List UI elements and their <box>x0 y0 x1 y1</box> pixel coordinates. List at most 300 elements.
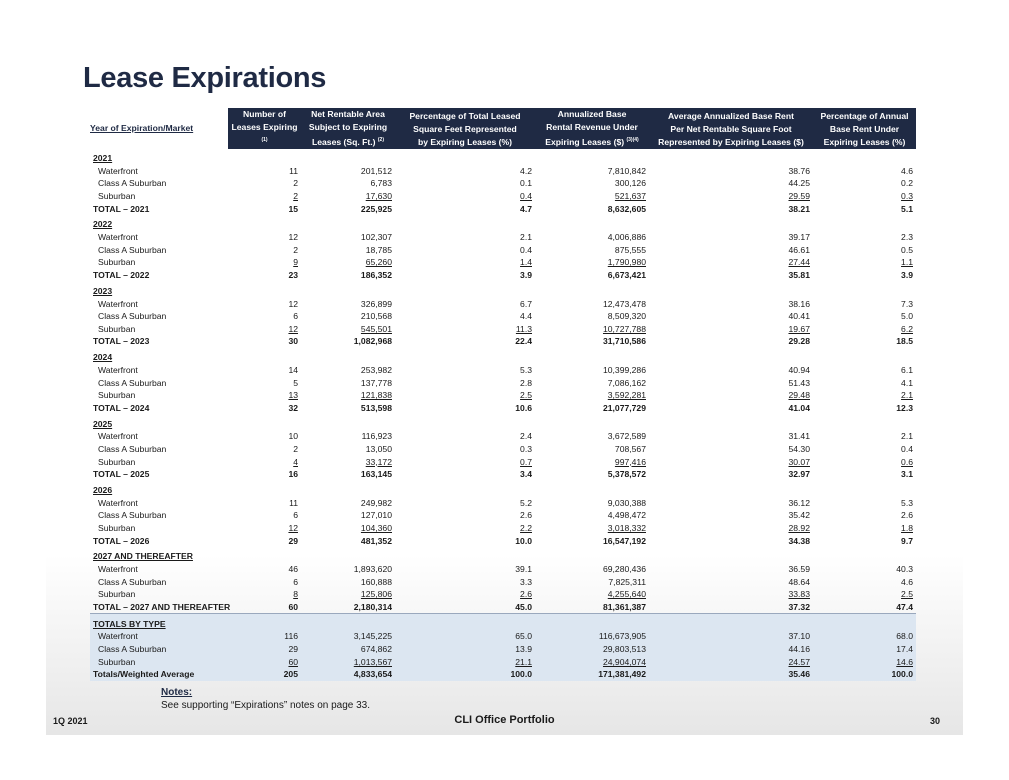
pct-leased-sqft-cell <box>395 256 535 269</box>
market-label-cell <box>90 456 228 469</box>
net-rentable-area-cell <box>301 231 395 244</box>
annualized-base-rent-cell <box>535 430 649 443</box>
pct-annual-base-rent-cell <box>813 576 916 589</box>
number-of-leases: 116 <box>284 631 298 642</box>
empty-cell <box>535 215 649 231</box>
pct-annual-base-rent: 4.6 <box>901 165 913 176</box>
net-rentable-area: 1,082,968 <box>353 336 392 347</box>
page-number: 30 <box>930 716 941 726</box>
market-label: Waterfront <box>98 364 138 375</box>
table-row <box>90 190 916 203</box>
number-of-leases-cell <box>228 668 301 681</box>
pct-annual-base-rent-cell <box>813 563 916 576</box>
market-label-cell <box>90 402 228 415</box>
market-label: TOTAL – 2023 <box>93 336 150 347</box>
number-of-leases-cell <box>228 522 301 535</box>
year-heading-row <box>90 414 916 430</box>
total-row <box>90 601 916 614</box>
header-line: Represented by Expiring Leases ($) <box>658 136 804 147</box>
header-line-text: Expiring Leases ($) <box>545 136 625 147</box>
table-row <box>90 177 916 190</box>
number-of-leases-cell <box>228 364 301 377</box>
avg-rent-per-sqft: 29.59 <box>788 191 810 202</box>
empty-cell <box>301 614 395 631</box>
pct-leased-sqft-cell <box>395 668 535 681</box>
number-of-leases: 2 <box>293 443 298 454</box>
header-pct-leased-sqft <box>395 108 535 149</box>
net-rentable-area: 125,806 <box>360 589 392 600</box>
pct-leased-sqft: 100.0 <box>510 669 532 680</box>
pct-leased-sqft-cell <box>395 310 535 323</box>
market-label: TOTAL – 2021 <box>93 203 150 214</box>
year-heading-row <box>90 547 916 563</box>
annualized-base-rent: 4,498,472 <box>607 510 646 521</box>
annualized-base-rent-cell <box>535 509 649 522</box>
empty-cell <box>813 414 916 430</box>
market-label-cell <box>90 389 228 402</box>
net-rentable-area-cell <box>301 298 395 311</box>
annualized-base-rent: 7,810,842 <box>607 165 646 176</box>
number-of-leases-cell <box>228 468 301 481</box>
avg-rent-per-sqft: 30.07 <box>788 456 810 467</box>
footnote-ref: (1) <box>261 137 268 143</box>
empty-cell <box>649 215 813 231</box>
header-line: Expiring Leases (%) <box>823 136 906 147</box>
avg-rent-per-sqft: 27.44 <box>788 257 810 268</box>
empty-cell <box>395 149 535 165</box>
number-of-leases-cell <box>228 310 301 323</box>
number-of-leases: 46 <box>288 564 298 575</box>
notes-title: Notes: <box>161 687 193 698</box>
annualized-base-rent: 521,637 <box>614 191 646 202</box>
net-rentable-area-cell <box>301 310 395 323</box>
table-row <box>90 576 916 589</box>
group-heading: 2025 <box>93 418 113 429</box>
pct-annual-base-rent-cell <box>813 298 916 311</box>
market-label: Waterfront <box>98 165 138 176</box>
table-body <box>90 149 916 681</box>
pct-leased-sqft: 2.1 <box>520 232 532 243</box>
group-heading: 2021 <box>93 153 113 164</box>
number-of-leases: 2 <box>293 178 298 189</box>
pct-annual-base-rent: 2.3 <box>901 232 913 243</box>
avg-rent-per-sqft: 29.28 <box>788 336 810 347</box>
avg-rent-per-sqft: 37.32 <box>788 601 810 612</box>
net-rentable-area: 18,785 <box>365 244 392 255</box>
annualized-base-rent: 300,126 <box>614 178 646 189</box>
pct-leased-sqft: 21.1 <box>515 656 532 667</box>
pct-leased-sqft: 2.4 <box>520 431 532 442</box>
pct-leased-sqft-cell <box>395 364 535 377</box>
avg-rent-per-sqft-cell <box>649 535 813 548</box>
pct-leased-sqft-cell <box>395 588 535 601</box>
avg-rent-per-sqft-cell <box>649 165 813 178</box>
market-label-cell <box>90 601 231 614</box>
empty-cell <box>813 547 916 563</box>
number-of-leases-cell <box>228 443 301 456</box>
pct-annual-base-rent-cell <box>813 668 916 681</box>
number-of-leases: 6 <box>293 510 298 521</box>
empty-cell <box>228 481 301 497</box>
group-heading: 2023 <box>93 285 113 296</box>
pct-leased-sqft-cell <box>395 177 535 190</box>
number-of-leases: 205 <box>283 669 298 680</box>
pct-annual-base-rent: 4.6 <box>901 576 913 587</box>
annualized-base-rent: 9,030,388 <box>607 497 646 508</box>
pct-annual-base-rent-cell <box>813 389 916 402</box>
table-row <box>90 298 916 311</box>
avg-rent-per-sqft: 40.94 <box>788 364 810 375</box>
market-label-cell <box>90 630 228 643</box>
pct-leased-sqft-cell <box>395 430 535 443</box>
avg-rent-per-sqft: 34.38 <box>788 535 810 546</box>
pct-annual-base-rent: 1.1 <box>901 257 913 268</box>
market-label: TOTAL – 2024 <box>93 402 150 413</box>
annualized-base-rent-cell <box>535 522 649 535</box>
annualized-base-rent: 4,006,886 <box>607 232 646 243</box>
pct-leased-sqft-cell <box>395 497 535 510</box>
number-of-leases: 16 <box>288 469 298 480</box>
total-row <box>90 535 916 548</box>
footer-period: 1Q 2021 <box>53 716 88 726</box>
pct-leased-sqft: 2.5 <box>520 390 532 401</box>
pct-leased-sqft-cell <box>395 509 535 522</box>
pct-leased-sqft: 3.4 <box>520 469 532 480</box>
number-of-leases: 13 <box>288 390 298 401</box>
empty-cell <box>228 215 301 231</box>
annualized-base-rent-cell <box>535 323 649 336</box>
number-of-leases: 6 <box>293 311 298 322</box>
annualized-base-rent: 708,567 <box>614 443 646 454</box>
avg-rent-per-sqft: 46.61 <box>788 244 810 255</box>
annualized-base-rent-cell <box>535 576 649 589</box>
header-line: Average Annualized Base Rent <box>668 110 794 121</box>
market-label: Class A Suburban <box>98 510 167 521</box>
number-of-leases-cell <box>228 535 301 548</box>
pct-annual-base-rent-cell <box>813 256 916 269</box>
lease-expirations-table <box>90 108 916 681</box>
table-row <box>90 165 916 178</box>
pct-leased-sqft-cell <box>395 402 535 415</box>
number-of-leases: 60 <box>288 601 298 612</box>
annualized-base-rent-cell <box>535 468 649 481</box>
empty-cell <box>813 614 916 631</box>
avg-rent-per-sqft-cell <box>649 656 813 669</box>
header-line: Net Rentable Area <box>311 109 385 119</box>
year-heading-row <box>90 149 916 165</box>
net-rentable-area-cell <box>301 588 395 601</box>
market-label: Class A Suburban <box>98 244 167 255</box>
number-of-leases: 4 <box>293 456 298 467</box>
annualized-base-rent-cell <box>535 588 649 601</box>
pct-annual-base-rent: 3.1 <box>901 469 913 480</box>
pct-annual-base-rent-cell <box>813 468 916 481</box>
market-label-cell <box>90 656 228 669</box>
avg-rent-per-sqft-cell <box>649 468 813 481</box>
avg-rent-per-sqft: 29.48 <box>788 390 810 401</box>
header-line: Square Feet Represented <box>413 123 517 134</box>
empty-cell <box>813 348 916 364</box>
net-rentable-area-cell <box>301 443 395 456</box>
empty-cell <box>395 547 535 563</box>
number-of-leases-cell <box>228 335 301 348</box>
annualized-base-rent-cell <box>535 269 649 282</box>
net-rentable-area: 1,013,567 <box>353 656 392 667</box>
pct-leased-sqft-cell <box>395 643 535 656</box>
annualized-base-rent: 69,280,436 <box>602 564 646 575</box>
pct-leased-sqft-cell <box>395 576 535 589</box>
market-label: Class A Suburban <box>98 644 167 655</box>
number-of-leases: 9 <box>293 257 298 268</box>
pct-annual-base-rent: 5.0 <box>901 311 913 322</box>
number-of-leases-cell <box>228 165 301 178</box>
annualized-base-rent-cell <box>535 377 649 390</box>
net-rentable-area: 127,010 <box>360 510 392 521</box>
year-heading-row <box>90 348 916 364</box>
market-label: TOTAL – 2022 <box>93 270 150 281</box>
pct-annual-base-rent: 40.3 <box>896 564 913 575</box>
market-label-cell <box>90 377 228 390</box>
pct-leased-sqft-cell <box>395 335 535 348</box>
empty-cell <box>301 215 395 231</box>
pct-annual-base-rent-cell <box>813 430 916 443</box>
header-year-market: Year of Expiration/Market <box>90 108 228 149</box>
market-label-cell <box>90 335 228 348</box>
annualized-base-rent: 29,803,513 <box>602 644 646 655</box>
empty-cell <box>395 282 535 298</box>
market-label: Class A Suburban <box>98 178 167 189</box>
net-rentable-area-cell <box>301 244 395 257</box>
header-number-of-leases <box>228 108 301 149</box>
net-rentable-area: 163,145 <box>360 469 392 480</box>
total-row <box>90 269 916 282</box>
pct-leased-sqft: 10.0 <box>515 535 532 546</box>
market-label: Suburban <box>98 257 136 268</box>
pct-leased-sqft-cell <box>395 656 535 669</box>
pct-leased-sqft: 0.1 <box>520 178 532 189</box>
table-row <box>90 389 916 402</box>
avg-rent-per-sqft: 39.17 <box>788 232 810 243</box>
annualized-base-rent: 12,473,478 <box>602 298 646 309</box>
net-rentable-area: 2,180,314 <box>353 601 392 612</box>
table-row <box>90 456 916 469</box>
empty-cell <box>228 414 301 430</box>
header-line-text: Leases (Sq. Ft.) <box>311 136 376 147</box>
pct-leased-sqft: 1.4 <box>520 257 532 268</box>
pct-annual-base-rent: 68.0 <box>896 631 913 642</box>
pct-leased-sqft: 0.4 <box>520 244 532 255</box>
notes-section <box>161 686 370 712</box>
net-rentable-area-cell <box>301 497 395 510</box>
pct-leased-sqft: 39.1 <box>515 564 532 575</box>
market-label-cell <box>90 576 228 589</box>
pct-annual-base-rent: 12.3 <box>896 402 913 413</box>
pct-annual-base-rent: 0.4 <box>901 443 913 454</box>
avg-rent-per-sqft-cell <box>649 643 813 656</box>
market-label-cell <box>90 165 228 178</box>
market-label-cell <box>90 269 228 282</box>
number-of-leases-cell <box>228 177 301 190</box>
table-row <box>90 643 916 656</box>
totals-by-type-heading-row <box>90 614 916 631</box>
group-heading: 2026 <box>93 484 113 495</box>
avg-rent-per-sqft: 37.10 <box>788 631 810 642</box>
annualized-base-rent: 10,727,788 <box>602 323 646 334</box>
avg-rent-per-sqft: 31.41 <box>788 431 810 442</box>
net-rentable-area: 186,352 <box>360 270 392 281</box>
empty-cell <box>649 547 813 563</box>
pct-annual-base-rent-cell <box>813 177 916 190</box>
number-of-leases: 8 <box>293 589 298 600</box>
pct-leased-sqft-cell <box>395 456 535 469</box>
market-label: Waterfront <box>98 564 138 575</box>
net-rentable-area-cell <box>301 656 395 669</box>
pct-leased-sqft: 13.9 <box>515 644 532 655</box>
market-label: Suburban <box>98 589 136 600</box>
avg-rent-per-sqft-cell <box>649 497 813 510</box>
pct-leased-sqft-cell <box>395 377 535 390</box>
pct-annual-base-rent: 18.5 <box>896 336 913 347</box>
net-rentable-area-cell <box>301 563 395 576</box>
footnote-ref: (2) <box>377 137 385 143</box>
pct-annual-base-rent-cell <box>813 323 916 336</box>
avg-rent-per-sqft-cell <box>649 430 813 443</box>
pct-leased-sqft: 11.3 <box>515 323 532 334</box>
net-rentable-area-cell <box>301 335 395 348</box>
number-of-leases: 11 <box>289 165 298 176</box>
pct-leased-sqft: 3.3 <box>520 576 532 587</box>
pct-annual-base-rent: 0.2 <box>901 178 913 189</box>
avg-rent-per-sqft: 28.92 <box>788 522 810 533</box>
avg-rent-per-sqft: 51.43 <box>788 377 810 388</box>
avg-rent-per-sqft-cell <box>649 231 813 244</box>
annualized-base-rent-cell <box>535 630 649 643</box>
pct-leased-sqft-cell <box>395 522 535 535</box>
header-line: by Expiring Leases (%) <box>417 136 513 147</box>
annualized-base-rent: 81,361,387 <box>602 601 646 612</box>
annualized-base-rent: 171,381,492 <box>598 669 646 680</box>
header-annualized-base-rent <box>535 108 649 149</box>
annualized-base-rent-cell <box>535 456 649 469</box>
market-label-cell <box>90 588 228 601</box>
avg-rent-per-sqft-cell <box>649 576 813 589</box>
avg-rent-per-sqft-cell <box>649 190 813 203</box>
total-row <box>90 468 916 481</box>
net-rentable-area-cell <box>301 643 395 656</box>
empty-cell <box>535 414 649 430</box>
pct-annual-base-rent-cell <box>813 497 916 510</box>
header-line: Percentage of Annual <box>820 110 909 121</box>
net-rentable-area: 1,893,620 <box>353 564 392 575</box>
net-rentable-area: 65,260 <box>365 257 392 268</box>
annualized-base-rent: 7,086,162 <box>607 377 646 388</box>
number-of-leases: 6 <box>293 576 298 587</box>
annualized-base-rent-cell <box>535 298 649 311</box>
number-of-leases: 14 <box>288 364 298 375</box>
pct-leased-sqft-cell <box>395 244 535 257</box>
pct-annual-base-rent: 1.8 <box>901 522 913 533</box>
avg-rent-per-sqft-cell <box>649 668 813 681</box>
net-rentable-area: 253,982 <box>360 364 392 375</box>
market-label: Waterfront <box>98 232 138 243</box>
empty-cell <box>228 348 301 364</box>
total-row <box>90 203 916 216</box>
pct-annual-base-rent: 14.6 <box>896 656 913 667</box>
annualized-base-rent-cell <box>535 563 649 576</box>
pct-leased-sqft: 0.7 <box>520 456 532 467</box>
table-row <box>90 430 916 443</box>
number-of-leases: 2 <box>293 191 298 202</box>
net-rentable-area-cell <box>301 190 395 203</box>
net-rentable-area-cell <box>301 509 395 522</box>
avg-rent-per-sqft-cell <box>649 335 813 348</box>
market-label-cell <box>90 298 228 311</box>
empty-cell <box>649 614 813 631</box>
net-rentable-area-cell <box>301 601 395 614</box>
pct-annual-base-rent: 3.9 <box>901 270 913 281</box>
number-of-leases: 12 <box>288 232 298 243</box>
net-rentable-area-cell <box>301 668 395 681</box>
footer-title: CLI Office Portfolio <box>454 714 555 726</box>
pct-leased-sqft: 2.6 <box>520 589 532 600</box>
market-label: Class A Suburban <box>98 311 167 322</box>
number-of-leases-cell <box>228 563 301 576</box>
number-of-leases-cell <box>228 643 301 656</box>
pct-annual-base-rent-cell <box>813 310 916 323</box>
annualized-base-rent-cell <box>535 497 649 510</box>
empty-cell <box>228 282 301 298</box>
number-of-leases: 12 <box>288 298 298 309</box>
avg-rent-per-sqft-cell <box>649 522 813 535</box>
annualized-base-rent-cell <box>535 443 649 456</box>
pct-leased-sqft: 2.8 <box>520 377 532 388</box>
number-of-leases-cell <box>228 656 301 669</box>
pct-leased-sqft: 2.6 <box>520 510 532 521</box>
pct-leased-sqft: 10.6 <box>515 402 532 413</box>
market-label-cell <box>90 468 228 481</box>
empty-cell <box>228 149 301 165</box>
avg-rent-per-sqft: 19.67 <box>788 323 810 334</box>
table-row <box>90 377 916 390</box>
avg-rent-per-sqft: 44.25 <box>788 178 810 189</box>
pct-annual-base-rent: 2.1 <box>901 431 913 442</box>
net-rentable-area-cell <box>301 456 395 469</box>
annualized-base-rent-cell <box>535 668 649 681</box>
avg-rent-per-sqft-cell <box>649 601 813 614</box>
avg-rent-per-sqft: 40.41 <box>788 311 810 322</box>
annualized-base-rent-cell <box>535 177 649 190</box>
avg-rent-per-sqft-cell <box>649 177 813 190</box>
avg-rent-per-sqft: 35.46 <box>788 669 810 680</box>
avg-rent-per-sqft: 48.64 <box>788 576 810 587</box>
net-rentable-area: 210,568 <box>360 311 392 322</box>
pct-leased-sqft-cell <box>395 269 535 282</box>
net-rentable-area: 545,501 <box>360 323 392 334</box>
year-heading-row <box>90 215 916 231</box>
annualized-base-rent: 3,592,281 <box>607 390 646 401</box>
annualized-base-rent: 997,416 <box>614 456 646 467</box>
market-label: TOTAL – 2026 <box>93 535 150 546</box>
number-of-leases-cell <box>228 190 301 203</box>
market-label-cell <box>90 522 228 535</box>
market-label-cell <box>90 535 228 548</box>
header-line: Percentage of Total Leased <box>409 110 521 121</box>
net-rentable-area-cell <box>301 256 395 269</box>
header-line <box>301 134 395 149</box>
market-label-cell <box>90 203 228 216</box>
empty-cell <box>813 481 916 497</box>
net-rentable-area-cell <box>301 468 395 481</box>
